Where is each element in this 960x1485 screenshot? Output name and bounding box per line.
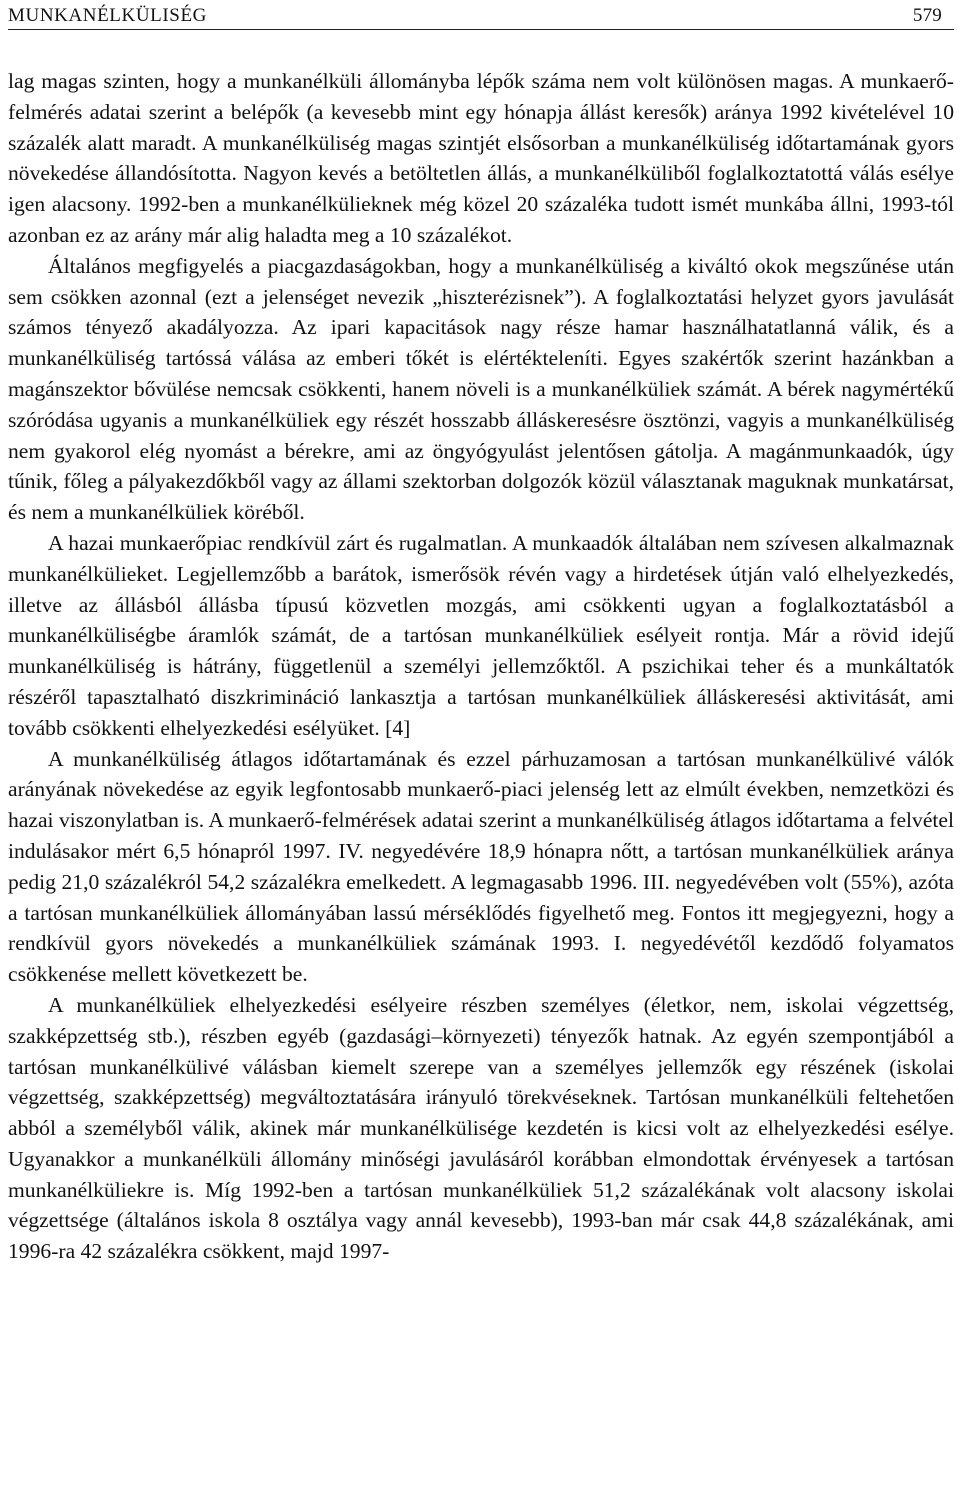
paragraph-duration: A munkanélküliség átlagos időtartamának és ezzel párhuzamosan a tartósan munkanélkülivé válók arányának növekedése az egyik legfontosabb munkaerő-piaci jelenség lett az elmúlt években, nemzetközi és hazai viszonylatban is. A munkaerő-felmérések adatai szerint a munkanélküliség átlagos időtartama a felvétel indulásakor mért 6,5 hónapról 1997. IV. negyedévére 18,9 hónapra nőtt, a tartósan munkanélküliek aránya pedig 21,0 százalékról 54,2 százalékra emelkedett. A legmagasabb 1996. III. negyedévében volt (55%), azóta a tartósan munkanélküliek állományában lassú mérséklődés figyelhető meg. Fontos itt megjegyezni, hogy a rendkívül gyors növekedés a munkanélküliek számának 1993. I. negyedévétől kezdődő folyamatos csökkenése mellett következett be.: [8, 746, 954, 987]
paragraph-chances: A munkanélküliek elhelyezkedési esélyeire részben személyes (életkor, nem, iskolai végzettség, szakképzettség stb.), részben egyéb (gazdasági–környezeti) tényezők hatnak. Az egyén szempontjából a tartósan munkanélkülivé válásban kiemelt szerepe van a személyes jellemzők egy részének (iskolai végzettség, szakképzettség) megváltoztatására irányuló törekvéseknek. Tartósan munkanélküli feltehetően abból a személyből válik, akinek már munkanélkülisége kezdetén is kicsi volt az elhelyezkedési esélye. Ugyanakkor a munkanélküli állomány minőségi javulásáról korábban elmondottak érvényesek a tartósan munkanélküliekre is. Míg 1992-ben a tartósan munkanélküliek 51,2 százalékának volt alacsony iskolai végzettsége (általános iskola 8 osztálya vagy annál kevesebb), 1993-ban már csak 44,8 százalékának, ami 1996-ra 42 százalékra csökkent, majd 1997-: [8, 992, 954, 1264]
running-header: [8, 0, 954, 30]
running-header-title: MUNKANÉLKÜLISÉG: [8, 5, 207, 26]
page-number: 579: [912, 5, 942, 26]
paragraph-hysteresis: Általános megfigyelés a piacgazdaságokban, hogy a munkanélküliség a kiváltó okok megszűnése után sem csökken azonnal (ezt a jelenséget nevezik „hiszterézisnek”). A foglalkoztatási helyzet gyors javulását számos tényező akadályozza. Az ipari kapacitások nagy része hamar használhatatlanná válik, és a munkanélküliség tartóssá válása az emberi tőkét is elértékteleníti. Egyes szakértők szerint hazánkban a magánszektor bővülése nemcsak csökkenti, hanem növeli is a munkanélküliek számát. A bérek nagymértékű szóródása ugyanis a munkanélküliek egy részét hosszabb álláskeresésre ösztönzi, vagyis a munkanélküliség nem gyakorol elég nyomást a bérekre, ami az öngyógyulást jelentősen gátolja. A magánmunkaadók, úgy tűnik, főleg a pályakezdőkből vagy az állami szektorban dolgozók közül választanak maguknak munkatársat, és nem a munkanélküliek köréből.: [8, 253, 954, 525]
body-text: [8, 66, 954, 1267]
paragraph-continued: lag magas szinten, hogy a munkanélküli állományba lépők száma nem volt különösen magas. A munkaerő-felmérés adatai szerint a belépők (a kevesebb mint egy hónapja állást keresők) aránya 1992 kivételével 10 százalék alatt maradt. A munkanélküliség magas szintjét elsősorban a munkanélküliség időtartamának gyors növekedése állandósította. Nagyon kevés a betöltetlen állás, a munkanélküliből foglalkoztatottá válás esélye igen alacsony. 1992-ben a munkanélkülieknek még közel 20 százaléka tudott ismét munkába állni, 1993-tól azonban ez az arány már alig haladta meg a 10 százalékot.: [8, 69, 954, 247]
paragraph-labor-market: A hazai munkaerőpiac rendkívül zárt és rugalmatlan. A munkaadók általában nem szívesen alkalmaznak munkanélkülieket. Legjellemzőbb a barátok, ismerősök révén vagy a hirdetések útján való elhelyezkedés, illetve az állásból állásba típusú közvetlen mozgás, ami csökkenti ugyan a foglalkoztatásból a munkanélküliségbe áramlók számát, de a tartósan munkanélküliek esélyeit rontja. Már a rövid idejű munkanélküliség is hátrány, függetlenül a személyi jellemzőktől. A pszichikai teher és a munkáltatók részéről tapasztalható diszkrimináció lankasztja a tartósan munkanélküliek álláskeresési aktivitását, ami tovább csökkenti elhelyezkedési esélyüket. [4]: [8, 530, 954, 740]
